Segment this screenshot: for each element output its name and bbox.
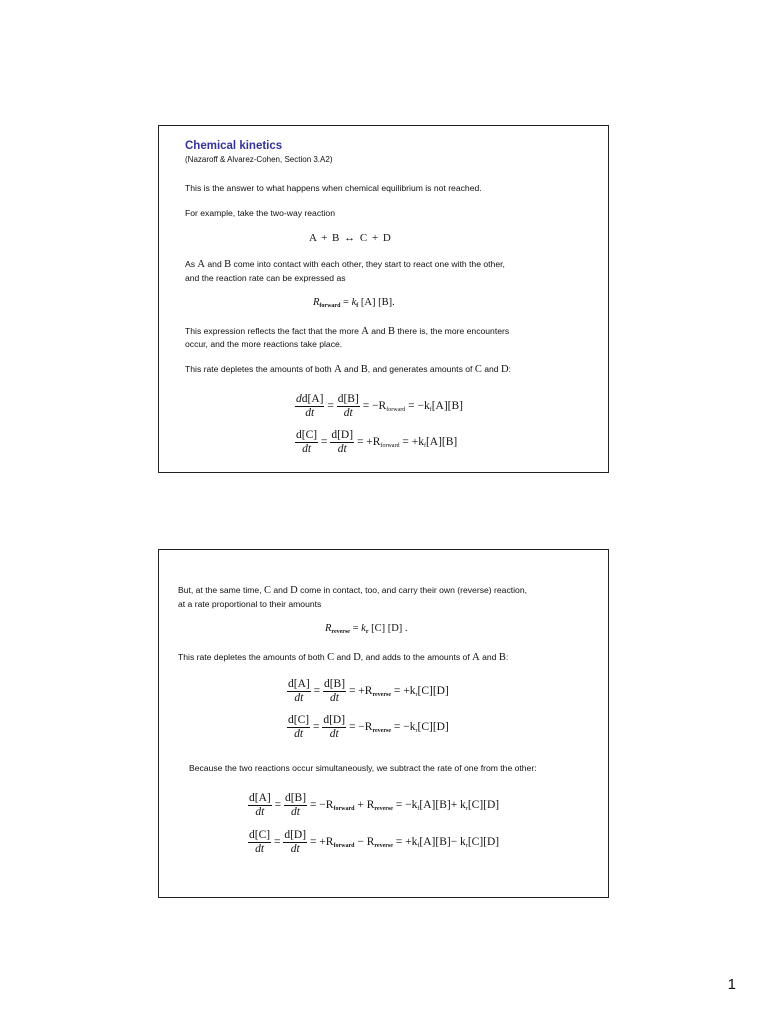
citation: (Nazaroff & Alvarez-Cohen, Section 3.A2) [185,155,333,164]
paragraph-4-line-2: occur, and the more reactions take place. [185,339,343,349]
slide-2 [158,549,609,898]
reaction-equation: A + B ↔ C + D [309,232,391,244]
rate-equation-ab-forward: $\frac{dd[A]}{dt}$ = $\frac{d[B]}{dt}$ = $-R_{forward} = -k_f[A][B]$ [296,393,463,419]
paragraph-5: This rate depletes the amounts of both A and B, and generates amounts of C and D: [185,364,511,375]
reverse-rate-equation: Rreverse = kr [C] [D] . [325,623,408,635]
paragraph-1: This is the answer to what happens when chemical equilibrium is not reached. [185,183,482,193]
paragraph-2: For example, take the two-way reaction [185,208,335,218]
page-number: 1 [727,976,736,993]
net-rate-equation-cd: $\frac{d[C]}{dt}$ = $\frac{d[D]}{dt}$ = +Rforward − Rreverse = $+k_f[A][B]- k_r[C][D]$ [249,829,500,855]
paragraph-3-line-2: and the reaction rate can be expressed as [185,273,346,283]
rate-equation-cd-reverse: $\frac{d[C]}{dt}$ = $\frac{d[D]}{dt}$ = −Rreverse = $-k_r[C][D]$ [288,714,449,740]
paragraph-4: This expression reflects the fact that the more A and B there is, the more encounters [185,326,510,337]
paragraph-3: Because the two reactions occur simultaneously, we subtract the rate of one from the other: [189,763,537,773]
paragraph-1: But, at the same time, C and D come in contact, too, and carry their own (reverse) reaction, [178,585,527,596]
forward-rate-equation: Rforward = kf [A] [B]. [313,297,395,309]
paragraph-2: This rate depletes the amounts of both C and D, and adds to the amounts of A and B: [178,652,509,663]
paragraph-1-line-2: at a rate proportional to their amounts [178,599,322,609]
rate-equation-cd-forward: $\frac{d[C]}{dt}$ = $\frac{d[D]}{dt}$ = $+R_{forward} = +k_f[A][B]$ [296,429,458,455]
paragraph-3: As A and B come into contact with each other, they start to react one with the other, [185,259,505,270]
slide-1 [158,125,609,473]
net-rate-equation-ab: $\frac{d[A]}{dt}$ = $\frac{d[B]}{dt}$ = −Rforward + Rreverse = $-k_f[A][B]+ k_r[C][D]$ [249,792,500,818]
rate-equation-ab-reverse: $\frac{d[A]}{dt}$ = $\frac{d[B]}{dt}$ = +Rreverse = $+k_r[C][D]$ [288,678,449,704]
slide-title: Chemical kinetics [185,140,283,152]
